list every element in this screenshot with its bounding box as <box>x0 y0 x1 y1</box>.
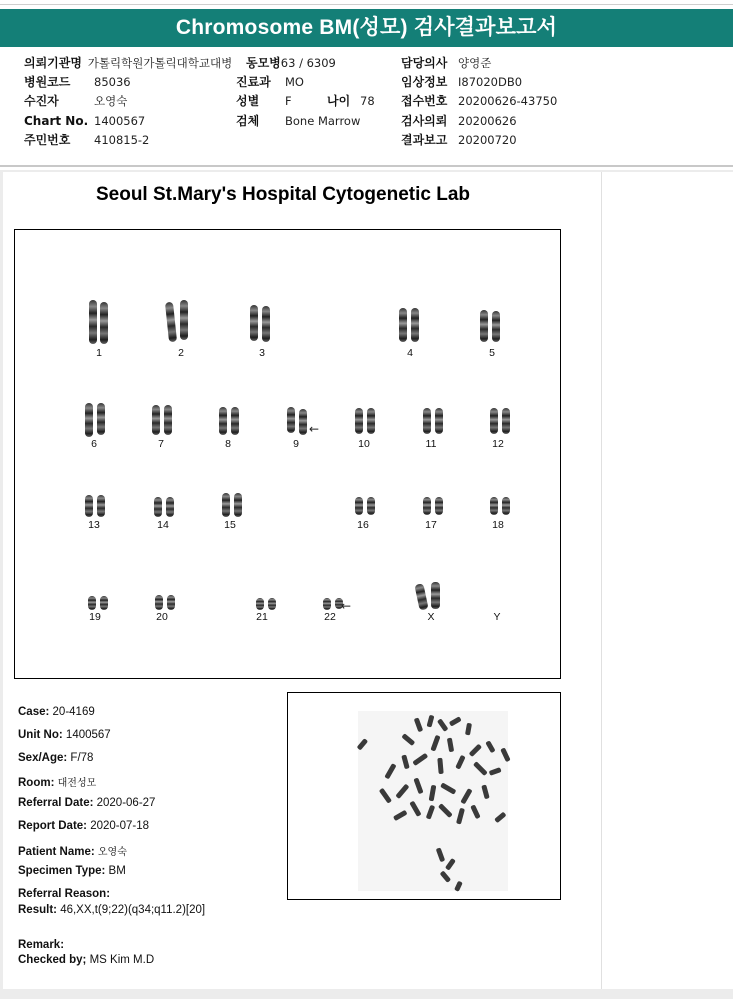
metaphase-spread-image <box>287 692 561 900</box>
chromosome-label-11: 11 <box>425 438 437 450</box>
chromosome-6 <box>76 403 116 437</box>
chromosome-label-4: 4 <box>407 347 413 359</box>
chromosome-label-16: 16 <box>357 519 369 531</box>
chromosome-19 <box>79 596 119 610</box>
detail-report-date: Report Date: 2020-07-18 <box>18 820 150 832</box>
lab-title: Seoul St.Mary's Hospital Cytogenetic Lab <box>95 184 471 205</box>
chromosome-label-19: 19 <box>89 611 101 623</box>
chromosome-label-17: 17 <box>425 519 437 531</box>
page-title: Chromosome BM(성모) 검사결과보고서 <box>0 9 733 47</box>
field-report-date: 결과보고 20200720 <box>401 133 517 147</box>
field-hospital-code: 병원코드 85036 <box>24 75 131 89</box>
field-request-date: 검사의뢰 20200626 <box>401 114 517 128</box>
detail-case: Case: 20-4169 <box>18 706 95 718</box>
chromosome-x <box>410 582 450 610</box>
chromosome-label-1: 1 <box>96 347 102 359</box>
field-specimen: 검체 Bone Marrow <box>236 114 361 128</box>
blank-right-panel <box>602 172 733 989</box>
chromosome-5 <box>471 310 511 342</box>
chromosome-20 <box>146 595 186 610</box>
detail-sex-age: Sex/Age: F/78 <box>18 752 94 764</box>
field-sex: 성별 F <box>236 94 292 108</box>
chromosome-18 <box>481 497 521 515</box>
chromosome-label-15: 15 <box>224 519 236 531</box>
chromosome-1 <box>79 300 119 344</box>
detail-room: Room: 대전성모 <box>18 777 97 789</box>
chromosome-label-10: 10 <box>358 438 370 450</box>
detail-unit-no: Unit No: 1400567 <box>18 729 111 741</box>
arrow-icon: ← <box>309 422 320 436</box>
field-chart-no: Chart No. 1400567 <box>24 114 146 128</box>
detail-referral-reason: Referral Reason: <box>18 888 111 900</box>
chromosome-3 <box>241 305 281 343</box>
chromosome-11 <box>414 408 454 434</box>
cytogenetic-report <box>3 172 602 989</box>
arrow-icon: ← <box>341 599 352 613</box>
detail-specimen-type: Specimen Type: BM <box>18 865 126 877</box>
chromosome-label-22: 22 <box>324 611 336 623</box>
chromosome-label-5: 5 <box>489 347 495 359</box>
detail-checked-by: Checked by; MS Kim M.D <box>18 954 155 966</box>
chromosome-label-13: 13 <box>88 519 100 531</box>
field-clinical-info: 임상정보 I87020DB0 <box>401 75 523 89</box>
field-physician: 담당의사 양영준 <box>401 56 492 70</box>
field-resident-no: 주민번호 410815-2 <box>24 133 150 147</box>
chromosome-10 <box>346 408 386 434</box>
metaphase-spread-graphic <box>288 693 560 899</box>
chromosome-label-14: 14 <box>157 519 169 531</box>
chromosome-label-3: 3 <box>259 347 265 359</box>
chromosome-label-7: 7 <box>158 438 164 450</box>
chromosome-7 <box>143 405 183 435</box>
field-age: 나이 78 <box>327 94 375 108</box>
chromosome-14 <box>145 497 185 517</box>
field-department: 진료과 MO <box>236 75 304 89</box>
karyogram <box>14 229 561 679</box>
chromosome-17 <box>414 497 454 515</box>
detail-result: Result: 46,XX,t(9;22)(q34;q11.2)[20] <box>18 904 206 916</box>
chromosome-label-y: Y <box>493 611 501 623</box>
chromosome-label-x: X <box>427 611 435 623</box>
detail-patient-name: Patient Name: 오영숙 <box>18 846 127 858</box>
chromosome-label-12: 12 <box>492 438 504 450</box>
chromosome-4 <box>390 308 430 342</box>
field-accession-no: 접수번호 20200626-43750 <box>401 94 558 108</box>
chromosome-21 <box>247 598 287 610</box>
detail-referral-date: Referral Date: 2020-06-27 <box>18 797 156 809</box>
chromosome-label-6: 6 <box>91 438 97 450</box>
chromosome-8 <box>210 407 250 435</box>
chromosome-15 <box>213 493 253 517</box>
chromosome-16 <box>346 497 386 515</box>
header-divider <box>0 165 733 167</box>
chromosome-label-18: 18 <box>492 519 504 531</box>
chromosome-label-2: 2 <box>178 347 184 359</box>
chromosome-label-9: 9 <box>293 438 299 450</box>
chromosome-12 <box>481 408 521 434</box>
chromosome-label-8: 8 <box>225 438 231 450</box>
field-ward: 동모병63 / 6309 <box>246 56 336 70</box>
top-rule <box>0 4 733 5</box>
chromosome-label-20: 20 <box>156 611 168 623</box>
field-patient: 수진자 오영숙 <box>24 94 128 108</box>
chromosome-label-21: 21 <box>256 611 268 623</box>
report-header <box>0 0 733 170</box>
field-requesting-institution: 의뢰기관명 가톨릭학원가톨릭대학교대병 <box>24 56 233 70</box>
chromosome-2 <box>159 300 199 342</box>
chromosome-13 <box>76 495 116 517</box>
detail-remark: Remark: <box>18 939 65 951</box>
